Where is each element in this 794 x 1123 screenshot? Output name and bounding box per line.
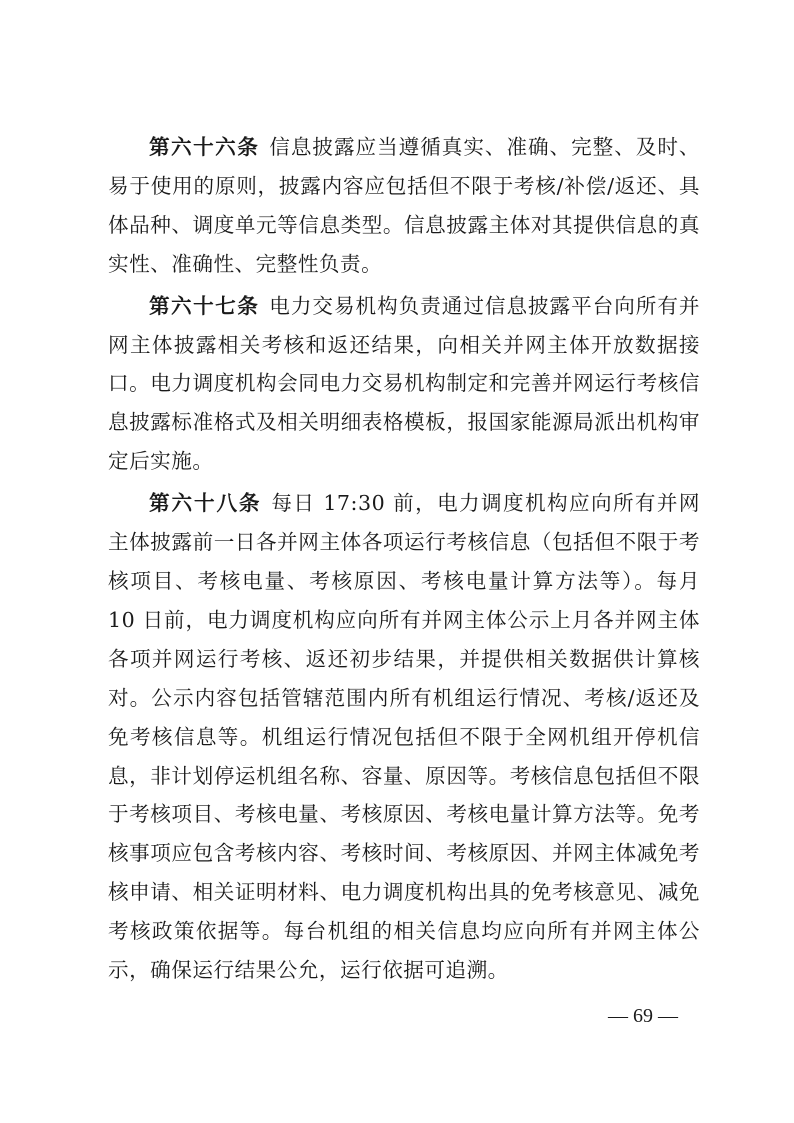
article-number: 第六十六条 [149, 135, 260, 159]
article-number: 第六十八条 [149, 491, 262, 516]
article-68 [108, 484, 700, 990]
article-67 [108, 287, 700, 482]
article-number: 第六十七条 [149, 293, 260, 318]
page-number: — 69 — [608, 1005, 678, 1027]
article-text: 每日 17:30 前，电力调度机构应向所有并网主体披露前一日各并网主体各项运行考核信息（包括但不限于考核项目、考核电量、考核原因、考核电量计算方法等）。每月 10 日前，电力调度机构应向所有并网主体公示上月各并网主体各项并网运行考核、返还初步结果，并提供相关数据供计算核对。公示内容包括管辖范围内所有机组运行情况、考核/返还及免考核信息等。机组运行情况包括但不限于全网机组开停机信息，非计划停运机组名称、容量、原因等。考核信息包括但不限于考核项目、考核电量、考核原因、考核电量计算方法等。免考核事项应包含考核内容、考核时间、考核原因、并网主体减免考核申请、相关证明材料、电力调度机构出具的免考核意见、减免考核政策依据等。每台机组的相关信息均应向所有并网主体公示，确保运行结果公允，运行依据可追溯。 [108, 491, 700, 983]
article-text: 电力交易机构负责通过信息披露平台向所有并网主体披露相关考核和返还结果，向相关并网主体开放数据接口。电力调度机构会同电力交易机构制定和完善并网运行考核信息披露标准格式及相关明细表格模板，报国家能源局派出机构审定后实施。 [108, 293, 701, 474]
article-66 [108, 128, 700, 284]
document-body [108, 128, 700, 993]
article-text: 信息披露应当遵循真实、准确、完整、及时、易于使用的原则，披露内容应包括但不限于考核/补偿/返还、具体品种、调度单元等信息类型。信息披露主体对其提供信息的真实性、准确性、完整性负责。 [108, 135, 701, 276]
